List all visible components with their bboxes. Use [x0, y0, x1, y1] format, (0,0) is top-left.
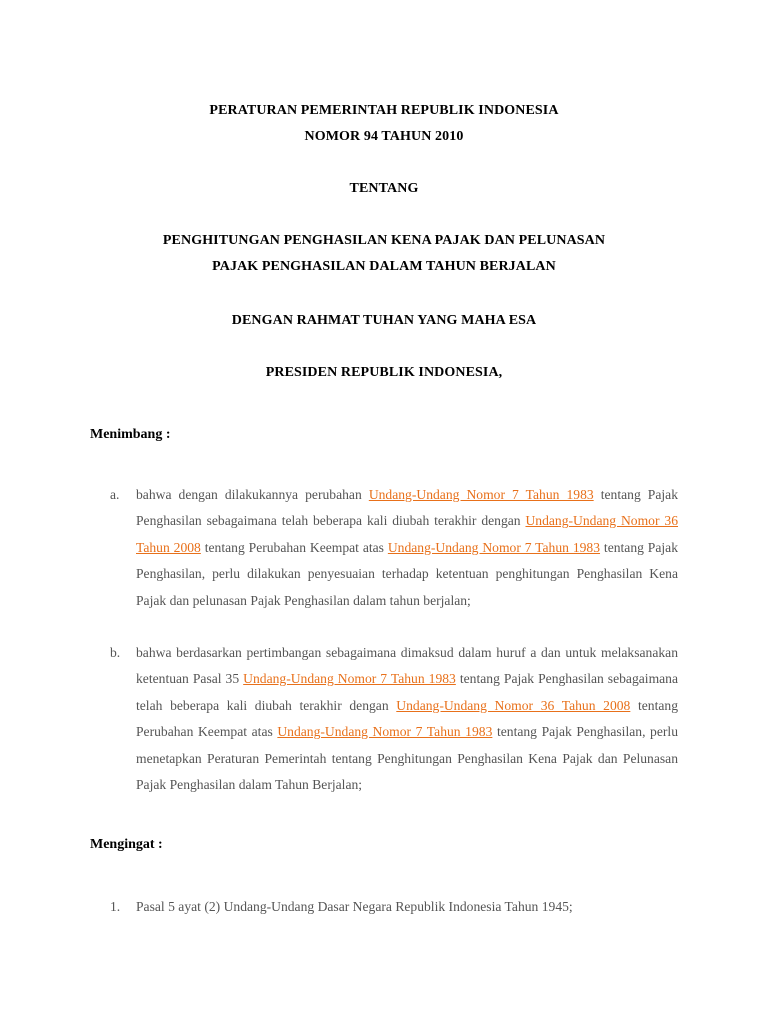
law-link-uu-7-1983[interactable]: Undang-Undang Nomor 7 Tahun 1983 [387, 539, 601, 555]
text-run: bahwa dengan dilakukannya perubahan [136, 487, 369, 502]
menimbang-label: Menimbang : [90, 427, 171, 442]
regulation-number: NOMOR 94 TAHUN 2010 [304, 129, 464, 144]
text-run: tentang Pajak Penghasilan sebagaimana telah beberapa kali diubah terakhir dengan [136, 671, 679, 713]
law-link-uu-7-1983[interactable]: Undang-Undang Nomor 7 Tahun 1983 [277, 724, 493, 740]
text-run: tentang Perubahan Keempat atas [136, 697, 679, 740]
list-marker: b. [110, 645, 121, 660]
menimbang-item-b-text [136, 640, 678, 798]
text-run: bahwa berdasarkan pertimbangan sebagaimana dimaksud dalam huruf a dan untuk melaksanakan ketentuan Pasal 35 [136, 645, 678, 687]
text-run: tentang Pajak Penghasilan, perlu dilakukan penyesuaian terhadap ketentuan penghitungan Penghasilan Kena Pajak dan pelunasan Pajak Penghasilan dalam tahun berjalan; [136, 539, 679, 608]
text-run: tentang Pajak Penghasilan, perlu menetapkan Peraturan Pemerintah tentang Penghitungan Penghasilan Kena Pajak dan Pelunasan Pajak Penghasilan dalam Tahun Berjalan; [136, 724, 678, 793]
subject-line-1: PENGHITUNGAN PENGHASILAN KENA PAJAK DAN PELUNASAN [162, 233, 606, 248]
regulation-title: PERATURAN PEMERINTAH REPUBLIK INDONESIA [209, 103, 559, 118]
menimbang-item-b [110, 640, 678, 798]
law-link-uu-36-2008[interactable]: Undang-Undang Nomor 36 Tahun 2008 [396, 697, 631, 713]
mengingat-label: Mengingat : [90, 837, 163, 852]
menimbang-item-a-text [136, 482, 678, 614]
rahmat-heading: DENGAN RAHMAT TUHAN YANG MAHA ESA [231, 313, 537, 328]
law-link-uu-7-1983[interactable]: Undang-Undang Nomor 7 Tahun 1983 [243, 671, 456, 687]
law-link-uu-36-2008[interactable]: Undang-Undang Nomor 36 Tahun 2008 [136, 513, 678, 555]
list-marker: 1. [110, 899, 121, 914]
text-run: tentang Pajak Penghasilan sebagaimana telah beberapa kali diubah terakhir dengan [136, 487, 678, 529]
menimbang-item-a [110, 482, 678, 614]
mengingat-item-1-text: Pasal 5 ayat (2) Undang-Undang Dasar Negara Republik Indonesia Tahun 1945; [136, 899, 573, 914]
presiden-heading: PRESIDEN REPUBLIK INDONESIA, [265, 365, 503, 380]
subject-line-2: PAJAK PENGHASILAN DALAM TAHUN BERJALAN [212, 259, 556, 274]
mengingat-item-1 [110, 894, 678, 920]
text-run: tentang Perubahan Keempat atas [200, 539, 388, 555]
list-marker: a. [110, 487, 120, 502]
law-link-uu-7-1983[interactable]: Undang-Undang Nomor 7 Tahun 1983 [368, 487, 594, 502]
tentang-heading: TENTANG [349, 181, 419, 196]
